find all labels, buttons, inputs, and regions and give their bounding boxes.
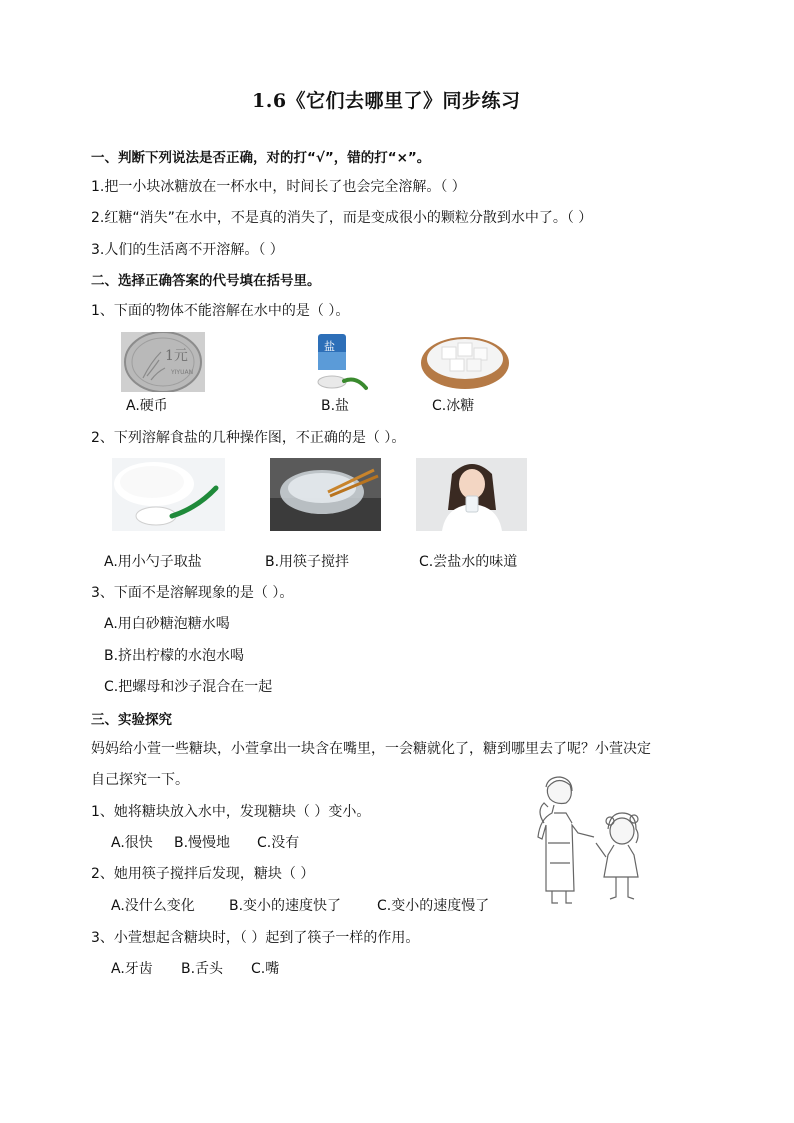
choice-q2-stem: 2、下列溶解食盐的几种操作图，不正确的是（ ）。 (91, 430, 406, 446)
q3-option-b: B.挤出柠檬的水泡水喝 (104, 648, 245, 664)
exp-q2-option-c: C.变小的速度慢了 (377, 898, 490, 914)
coin-value-text: 1元 (165, 348, 188, 364)
spoon-salt-image (112, 458, 225, 531)
coin-sub-text: YIYUAN (171, 369, 194, 376)
chopsticks-stir-image (270, 458, 381, 531)
exp-q2-option-b: B.变小的速度快了 (229, 898, 342, 914)
judge-item-1: 1.把一小块冰糖放在一杯水中，时间长了也会完全溶解。（ ） (91, 179, 466, 195)
exp-q1-option-a: A.很快 (111, 835, 153, 851)
judge-item-2: 2.红糖“消失”在水中，不是真的消失了，而是变成很小的颗粒分散到水中了。（ ） (91, 210, 593, 226)
page-title: 1.6《它们去哪里了》同步练习 (252, 90, 521, 112)
girl-tasting-image (416, 458, 527, 531)
section1-heading: 一、判断下列说法是否正确，对的打“√”，错的打“×”。 (91, 150, 431, 166)
exp-q2-option-a: A.没什么变化 (111, 898, 195, 914)
section3-intro-line2: 自己探究一下。 (91, 772, 189, 788)
mother-daughter-illustration (518, 773, 658, 908)
salt-pack-text: 盐 (324, 340, 335, 353)
q3-option-a: A.用白砂糖泡糖水喝 (104, 616, 230, 632)
exp-q2-stem: 2、她用筷子搅拌后发现，糖块（ ） (91, 866, 315, 882)
exp-q3-option-a: A.牙齿 (111, 961, 153, 977)
exp-q1-option-b: B.慢慢地 (174, 835, 231, 851)
coin-image (121, 332, 205, 392)
exp-q3-option-c: C.嘴 (251, 961, 280, 977)
judge-item-3: 3.人们的生活离不开溶解。（ ） (91, 242, 284, 258)
section3-heading: 三、实验探究 (91, 712, 172, 728)
q2-option-a: A.用小勺子取盐 (104, 554, 202, 570)
q3-option-c: C.把螺母和沙子混合在一起 (104, 679, 273, 695)
q1-option-b: B.盐 (321, 398, 350, 414)
rock-sugar-image (420, 333, 510, 390)
exp-q1-stem: 1、她将糖块放入水中，发现糖块（ ）变小。 (91, 804, 371, 820)
choice-q1-stem: 1、下面的物体不能溶解在水中的是（ ）。 (91, 303, 350, 319)
salt-image (310, 332, 368, 394)
choice-q3-stem: 3、下面不是溶解现象的是（ ）。 (91, 585, 294, 601)
exp-q3-option-b: B.舌头 (181, 961, 224, 977)
q1-option-c: C.冰糖 (432, 398, 475, 414)
q1-option-a: A.硬币 (126, 398, 168, 414)
exp-q1-option-c: C.没有 (257, 835, 300, 851)
exp-q3-stem: 3、小萱想起含糖块时，（ ）起到了筷子一样的作用。 (91, 930, 420, 946)
q2-option-c: C.尝盐水的味道 (419, 554, 518, 570)
q2-option-b: B.用筷子搅拌 (265, 554, 350, 570)
section2-heading: 二、选择正确答案的代号填在括号里。 (91, 273, 321, 289)
section3-intro-line1: 妈妈给小萱一些糖块，小萱拿出一块含在嘴里，一会糖就化了，糖到哪里去了呢？小萱决定 (91, 741, 651, 757)
